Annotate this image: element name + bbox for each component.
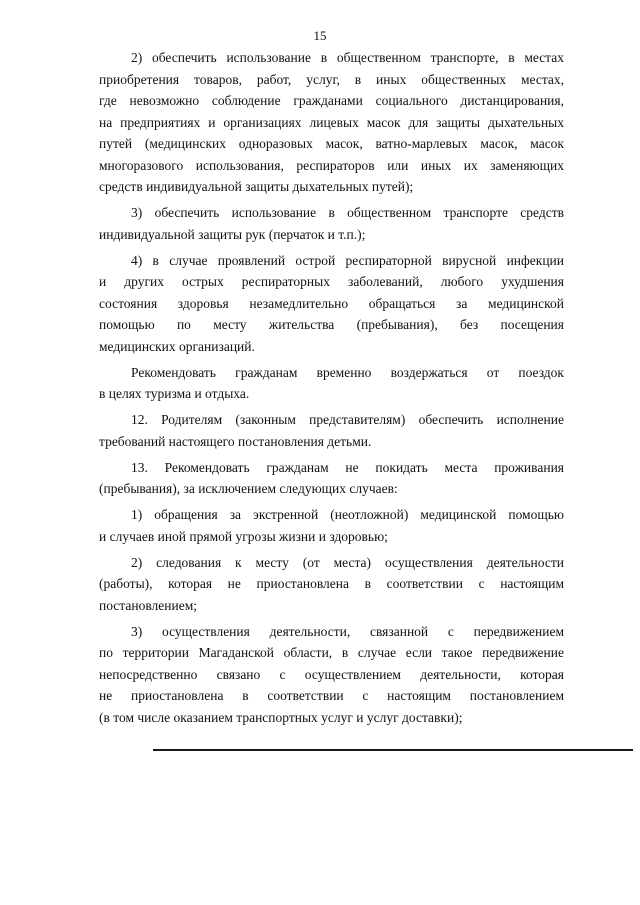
text-line: состояния здоровья незамедлительно обращаться за медицинской: [99, 295, 564, 311]
text-line: 12. Родителям (законным представителям) обеспечить исполнение: [131, 412, 564, 427]
text-line: помощью по месту жительства (пребывания), без посещения: [99, 317, 564, 332]
paragraph-case-2: [99, 552, 564, 617]
text-line: путей (медицинских одноразовых масок, ватно-марлевых масок, масок: [99, 136, 564, 151]
text-line: медицинских организаций.: [99, 338, 255, 354]
document-body: [99, 47, 564, 733]
page-number: 15: [313, 28, 327, 43]
text-line: Рекомендовать гражданам временно воздержаться от поездок: [131, 364, 564, 380]
paragraph-item-3: [99, 202, 564, 245]
paragraph-case-1: [99, 504, 564, 547]
paragraph-clause-12: [99, 409, 564, 452]
page-bottom-rule: [153, 749, 633, 751]
text-line: где невозможно соблюдение гражданами социального дистанцирования,: [99, 93, 564, 108]
text-line: 2) следования к месту (от места) осуществления деятельности: [131, 554, 564, 570]
text-line: 3) обеспечить использование в общественном транспорте средств: [131, 205, 564, 220]
text-line: постановлением;: [99, 597, 197, 613]
paragraph-item-2: [99, 47, 564, 198]
text-line: приобретения товаров, работ, услуг, в иных общественных местах,: [99, 71, 564, 87]
text-line: 2) обеспечить использование в общественном транспорте, в местах: [131, 50, 564, 65]
text-line: в целях туризма и отдыха.: [99, 386, 250, 401]
text-line: (в том числе оказанием транспортных услуг и услуг доставки);: [99, 709, 463, 725]
text-line: (пребывания), за исключением следующих случаев:: [99, 481, 398, 496]
paragraph-case-3: [99, 621, 564, 729]
text-line: на предприятиях и организациях лицевых масок для защиты дыхательных: [99, 114, 564, 130]
text-line: по территории Магаданской области, в случае если такое передвижение: [99, 645, 564, 660]
text-line: 13. Рекомендовать гражданам не покидать места проживания: [131, 459, 564, 475]
text-line: 3) осуществления деятельности, связанной с передвижением: [131, 623, 564, 639]
text-line: непосредственно связано с осуществлением деятельности, которая: [99, 666, 564, 682]
paragraph-clause-13: [99, 457, 564, 500]
text-line: не приостановлена в соответствии с настоящим постановлением: [99, 688, 564, 703]
text-line: 4) в случае проявлений острой респираторной вирусной инфекции: [131, 252, 564, 268]
paragraph-item-4: [99, 250, 564, 358]
text-line: средств индивидуальной защиты дыхательных путей);: [99, 179, 414, 194]
text-line: (работы), которая не приостановлена в соответствии с настоящим: [99, 576, 564, 591]
text-line: и других острых респираторных заболеваний, любого ухудшения: [99, 274, 564, 289]
text-line: 1) обращения за экстренной (неотложной) медицинской помощью: [131, 507, 564, 522]
text-line: индивидуальной защиты рук (перчаток и т.п.);: [99, 226, 366, 242]
text-line: и случаев иной прямой угрозы жизни и здоровью;: [99, 528, 388, 544]
paragraph-recommendation-travel: [99, 362, 564, 405]
text-line: требований настоящего постановления детьми.: [99, 433, 372, 449]
text-line: многоразового использования, респираторов или иных их заменяющих: [99, 157, 564, 173]
